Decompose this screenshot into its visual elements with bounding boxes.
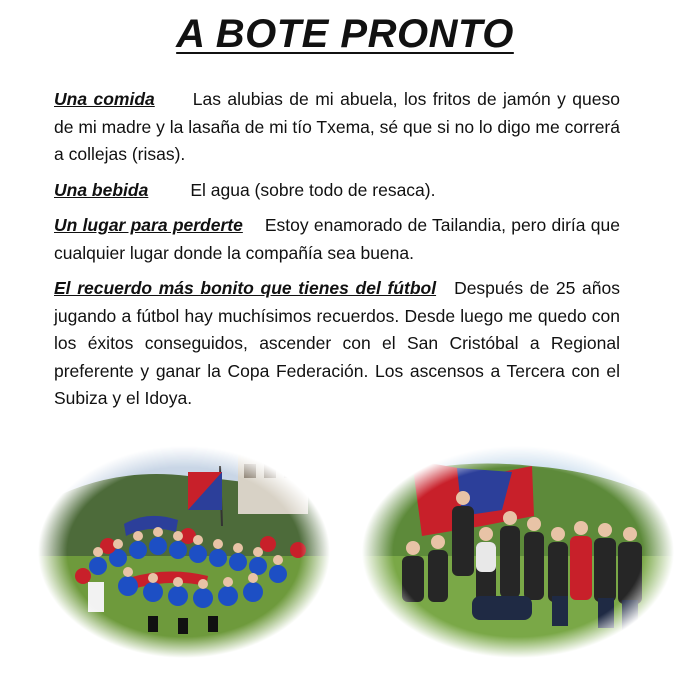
item-place-label: Un lugar para perderte <box>54 215 243 235</box>
item-food-text: Las alubias de mi abuela, los fritos de jamón y queso de mi madre y la lasaña de mi tío Txema, sé que si no lo digo me correrá a collejas (risas). <box>54 89 620 164</box>
item-drink-label: Una bebida <box>54 179 149 200</box>
item-place-text: Estoy enamorado de Tailandia, pero diría que cualquier lugar donde la compañía sea buena. <box>54 215 620 263</box>
item-drink <box>54 177 620 205</box>
item-memory <box>54 275 620 413</box>
item-food <box>54 86 620 169</box>
interview-content <box>54 86 620 421</box>
item-memory-label: El recuerdo más bonito que tienes del fútbol <box>54 278 437 298</box>
team-celebration-photo <box>38 446 330 658</box>
page-title: A BOTE PRONTO <box>176 12 514 56</box>
item-food-label: Una comida <box>54 89 155 109</box>
group-flag-photo <box>362 446 674 658</box>
item-memory-text: Después de 25 años jugando a fútbol hay muchísimos recuerdos. Desde luego me quedo con los éxitos conseguidos, ascender con el San Cristóbal a Regional preferente y ganar la Copa Federación. Los ascensos a Tercera con el Subiza y el Idoya. <box>54 278 620 408</box>
item-drink-text: El agua (sobre todo de resaca). <box>190 179 436 200</box>
item-place <box>54 212 620 267</box>
